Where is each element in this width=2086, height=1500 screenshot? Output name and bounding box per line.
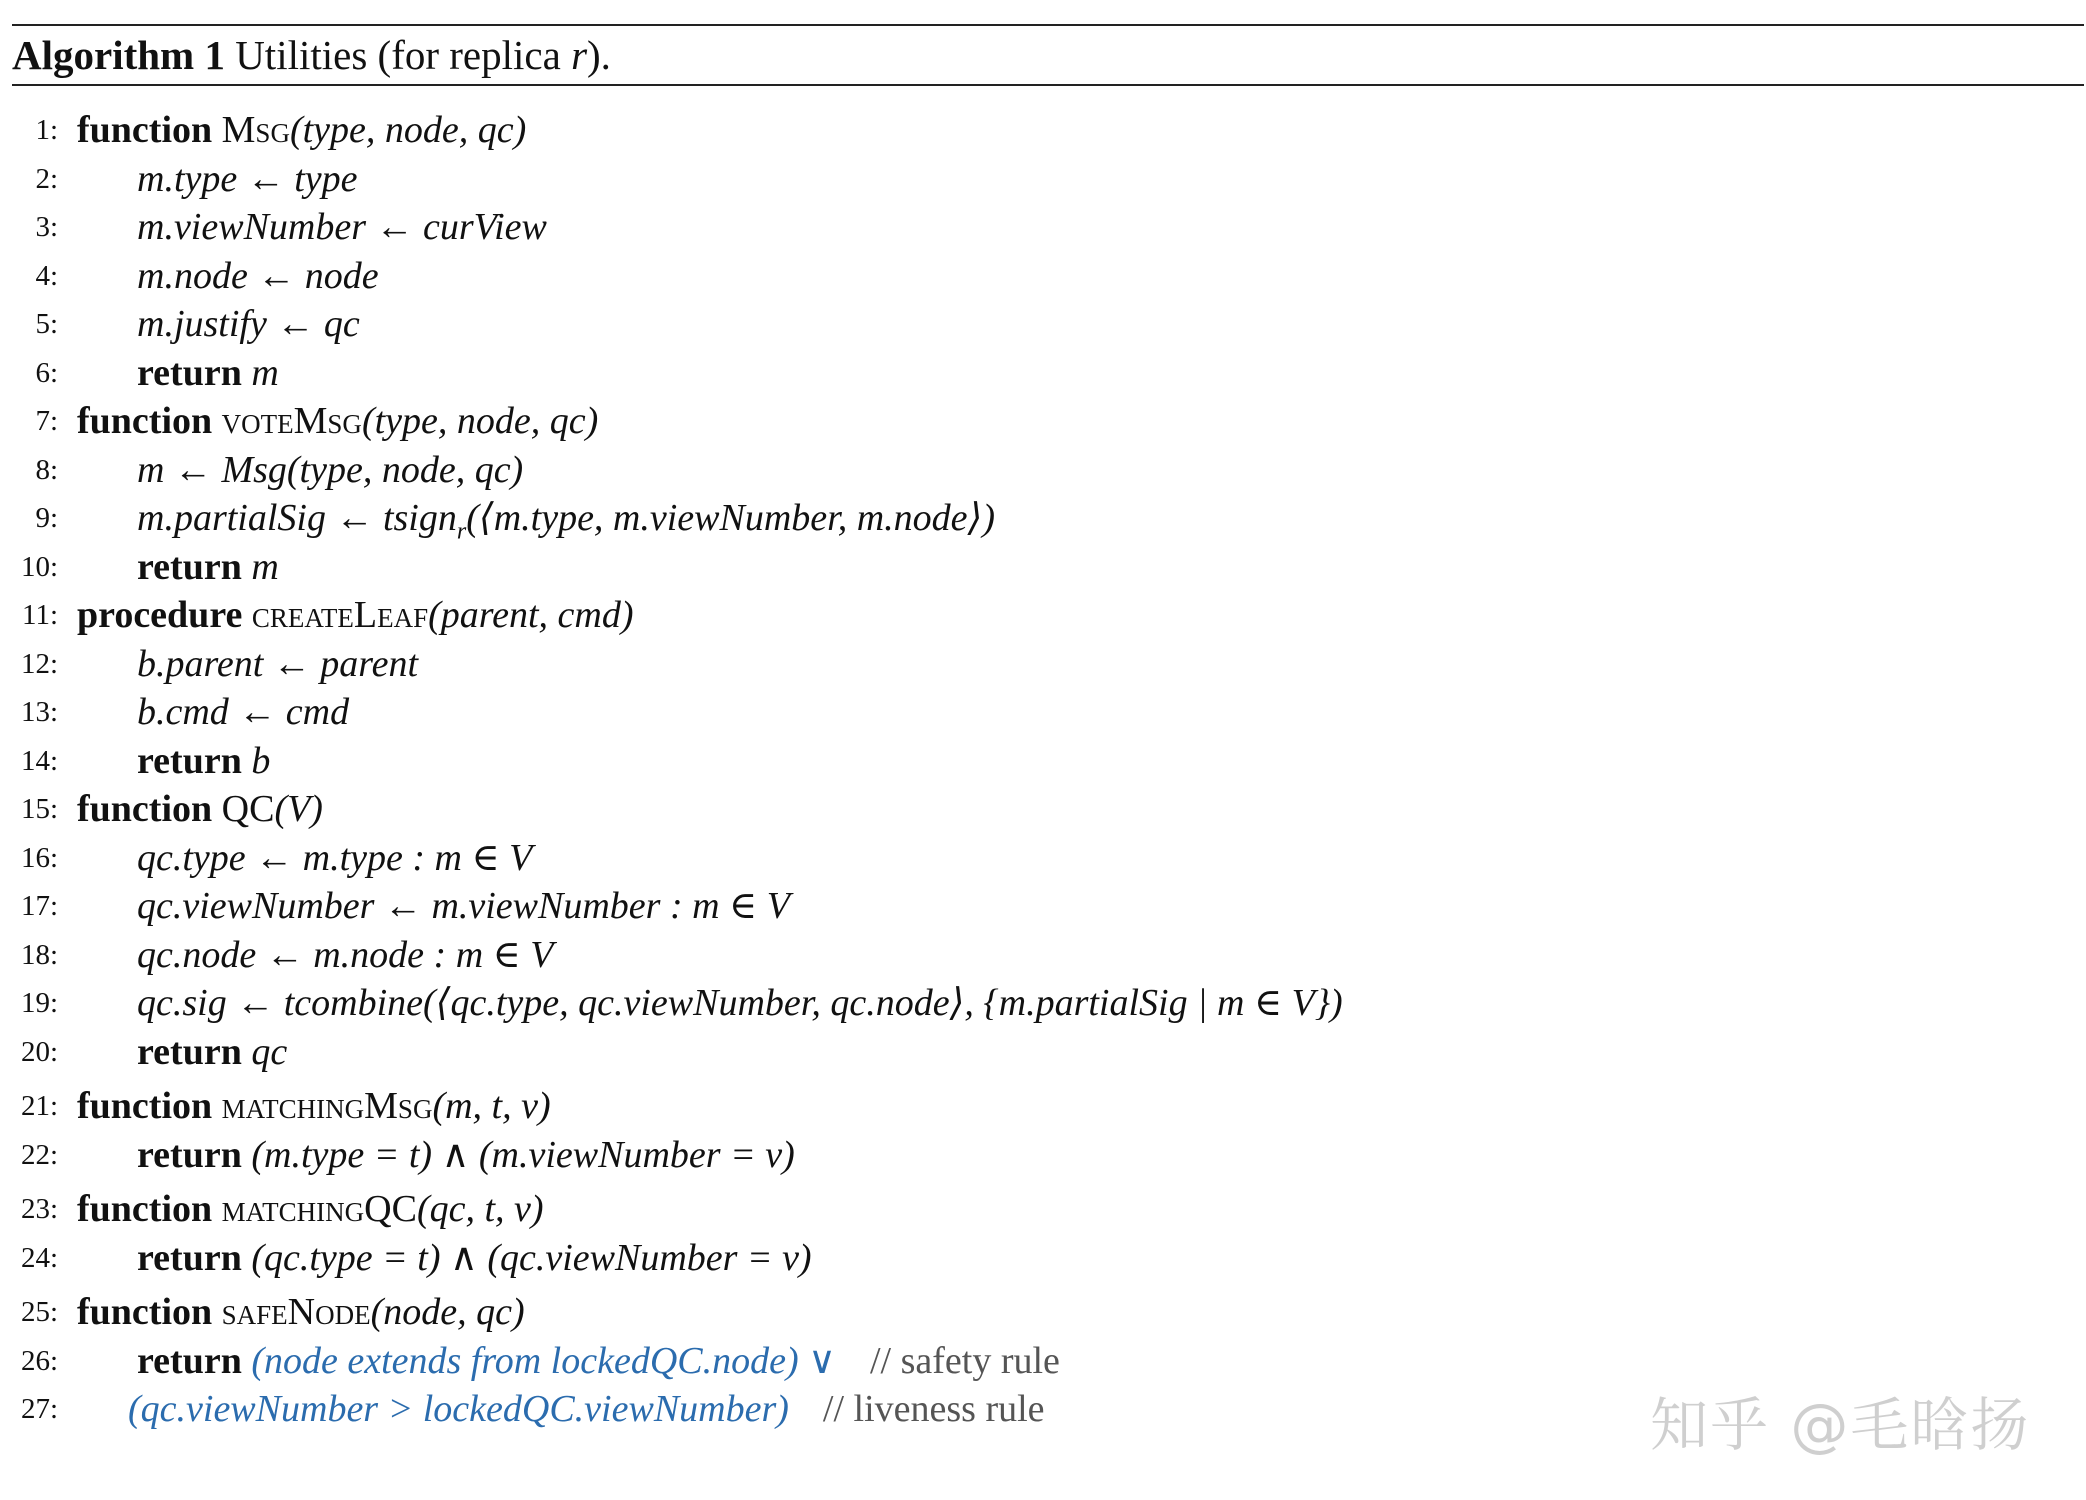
line-content: m.justify ← qc [137, 303, 360, 345]
code-line [0, 785, 1640, 834]
caption-end: ). [587, 32, 611, 78]
line-content: qc.node ← m.node : m ∈ V [137, 933, 554, 976]
code-line [0, 1234, 1640, 1283]
caption-var: r [571, 32, 588, 78]
algorithm-caption [12, 28, 611, 82]
code-line [0, 1028, 1640, 1077]
code-line [0, 106, 1640, 155]
line-content: m.node ← node [137, 254, 379, 297]
line-number: 3: [35, 211, 58, 243]
line-number: 15: [20, 793, 58, 825]
line-number: 12: [20, 647, 58, 680]
line-content: return (m.type = t) ∧ (m.viewNumber = v) [137, 1133, 795, 1176]
code-line [0, 446, 1640, 495]
line-number: 20: [20, 1035, 58, 1068]
algorithm-body [0, 106, 1640, 1434]
line-number: 21: [20, 1090, 58, 1122]
line-content: m.type ← type [137, 157, 358, 200]
caption-text: Utilities (for replica [235, 32, 561, 78]
line-number: 2: [35, 162, 58, 195]
code-line [0, 931, 1640, 980]
line-content: return qc [137, 1030, 288, 1073]
line-content: m.viewNumber ← curView [137, 206, 547, 248]
code-line [0, 397, 1640, 446]
line-number: 14: [20, 744, 58, 777]
code-line [0, 1288, 1640, 1337]
line-content: qc.type ← m.type : m ∈ V [137, 836, 533, 879]
line-number: 25: [20, 1296, 58, 1328]
line-content: return m [137, 351, 279, 394]
code-line [0, 1337, 1640, 1386]
code-line [0, 882, 1640, 931]
code-line [0, 979, 1640, 1028]
code-line [0, 1082, 1640, 1131]
line-content: procedure createLeaf(parent, cmd) [77, 594, 634, 636]
line-number: 26: [20, 1344, 58, 1377]
line-content: m ← Msg(type, node, qc) [137, 448, 524, 491]
line-content: b.cmd ← cmd [137, 691, 350, 733]
line-number: 18: [20, 938, 58, 971]
line-content: return (node extends from lockedQC.node) ∨ // safety rule [137, 1339, 1060, 1382]
line-content: return (qc.type = t) ∧ (qc.viewNumber = v) [137, 1236, 812, 1279]
line-number: 4: [35, 259, 58, 292]
code-line [0, 1131, 1640, 1180]
line-content: m.partialSig ← tsign$_r$(⟨m.type, m.viewNumber, m.node⟩) [137, 497, 996, 545]
line-number: 7: [35, 405, 58, 437]
line-content: function matchingQC(qc, t, v) [77, 1188, 544, 1230]
line-number: 10: [20, 550, 58, 583]
top-rule [12, 24, 2084, 26]
code-line [0, 203, 1640, 252]
line-content: function safeNode(node, qc) [77, 1291, 525, 1333]
line-number: 9: [35, 502, 58, 534]
line-content: function Msg(type, node, qc) [77, 109, 527, 151]
algorithm-label: Algorithm 1 [12, 32, 225, 78]
code-line [0, 640, 1640, 689]
line-number: 1: [35, 114, 58, 146]
line-content: function voteMsg(type, node, qc) [77, 400, 599, 442]
code-line [0, 349, 1640, 398]
line-number: 11: [22, 599, 58, 631]
code-line [0, 737, 1640, 786]
line-content: b.parent ← parent [137, 642, 419, 685]
caption-rule [12, 84, 2084, 86]
code-line [0, 1185, 1640, 1234]
code-line [0, 591, 1640, 640]
line-content: function matchingMsg(m, t, v) [77, 1085, 551, 1127]
line-number: 8: [35, 453, 58, 486]
line-number: 22: [20, 1138, 58, 1171]
liveness-condition: (qc.viewNumber > lockedQC.viewNumber) [128, 1388, 789, 1430]
safety-comment: // safety rule [869, 1339, 1060, 1382]
line-number: 23: [20, 1193, 58, 1225]
line-number: 5: [35, 308, 58, 340]
line-number: 27: [20, 1393, 58, 1425]
line-content: qc.viewNumber ← m.viewNumber : m ∈ V [137, 885, 790, 927]
line-content: return m [137, 545, 279, 588]
code-line [0, 155, 1640, 204]
line-number: 6: [35, 356, 58, 389]
liveness-comment: // liveness rule [822, 1388, 1045, 1430]
code-line [0, 834, 1640, 883]
line-number: 19: [20, 987, 58, 1019]
line-number: 24: [20, 1241, 58, 1274]
watermark: 知乎 @毛晗扬 [1650, 1391, 2031, 1459]
line-content: qc.sig ← tcombine(⟨qc.type, qc.viewNumber, qc.node⟩, {m.partialSig | m ∈ V}) [137, 982, 1343, 1024]
code-line [0, 1385, 1640, 1434]
line-content: function QC(V) [77, 788, 323, 830]
code-line [0, 688, 1640, 737]
code-line [0, 543, 1640, 592]
safety-condition: (node extends from lockedQC.node) ∨ [251, 1339, 836, 1382]
line-number: 16: [20, 841, 58, 874]
code-line [0, 494, 1640, 543]
line-content [128, 1385, 1045, 1433]
code-line [0, 300, 1640, 349]
line-content: return b [137, 739, 271, 782]
line-number: 17: [20, 890, 58, 922]
code-line [0, 252, 1640, 301]
line-number: 13: [20, 696, 58, 728]
